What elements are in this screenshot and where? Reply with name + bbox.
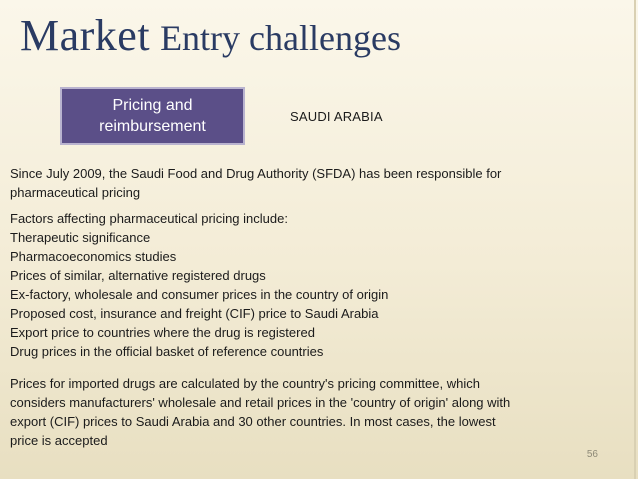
closing-paragraph bbox=[10, 374, 600, 450]
slide-title bbox=[20, 11, 401, 60]
closing-line: Prices for imported drugs are calculated by the country's pricing committee, which bbox=[10, 376, 480, 391]
title-part-entry-challenges: Entry challenges bbox=[160, 18, 401, 58]
factors-heading: Factors affecting pharmaceutical pricing include: bbox=[10, 211, 288, 226]
factor-item: Pharmacoeconomics studies bbox=[10, 249, 177, 264]
title-part-market: Market bbox=[20, 11, 151, 60]
pricing-reimbursement-label-box bbox=[60, 87, 245, 145]
closing-line: price is accepted bbox=[10, 433, 108, 448]
closing-line: considers manufacturers' wholesale and retail prices in the 'country of origin' along with bbox=[10, 395, 511, 410]
factor-item: Therapeutic significance bbox=[10, 230, 151, 245]
intro-line-2: pharmaceutical pricing bbox=[10, 185, 141, 200]
pricing-box-line-1: Pricing and bbox=[112, 97, 193, 114]
intro-line-1: Since July 2009, the Saudi Food and Drug Authority (SFDA) has been responsible for bbox=[10, 166, 502, 181]
country-label: SAUDI ARABIA bbox=[290, 109, 383, 124]
page-number: 56 bbox=[586, 449, 598, 460]
right-edge-rule bbox=[634, 0, 636, 479]
factors-list bbox=[10, 209, 388, 361]
factor-item: Prices of similar, alternative registered drugs bbox=[10, 268, 266, 283]
intro-paragraph bbox=[10, 164, 570, 202]
factor-item: Export price to countries where the drug is registered bbox=[10, 325, 315, 340]
closing-line: export (CIF) prices to Saudi Arabia and 30 other countries. In most cases, the lowest bbox=[10, 414, 496, 429]
pricing-box-line-2: reimbursement bbox=[99, 118, 206, 135]
factor-item: Ex-factory, wholesale and consumer prices in the country of origin bbox=[10, 287, 389, 302]
factor-item: Proposed cost, insurance and freight (CIF) price to Saudi Arabia bbox=[10, 306, 379, 321]
factor-item: Drug prices in the official basket of reference countries bbox=[10, 344, 324, 359]
